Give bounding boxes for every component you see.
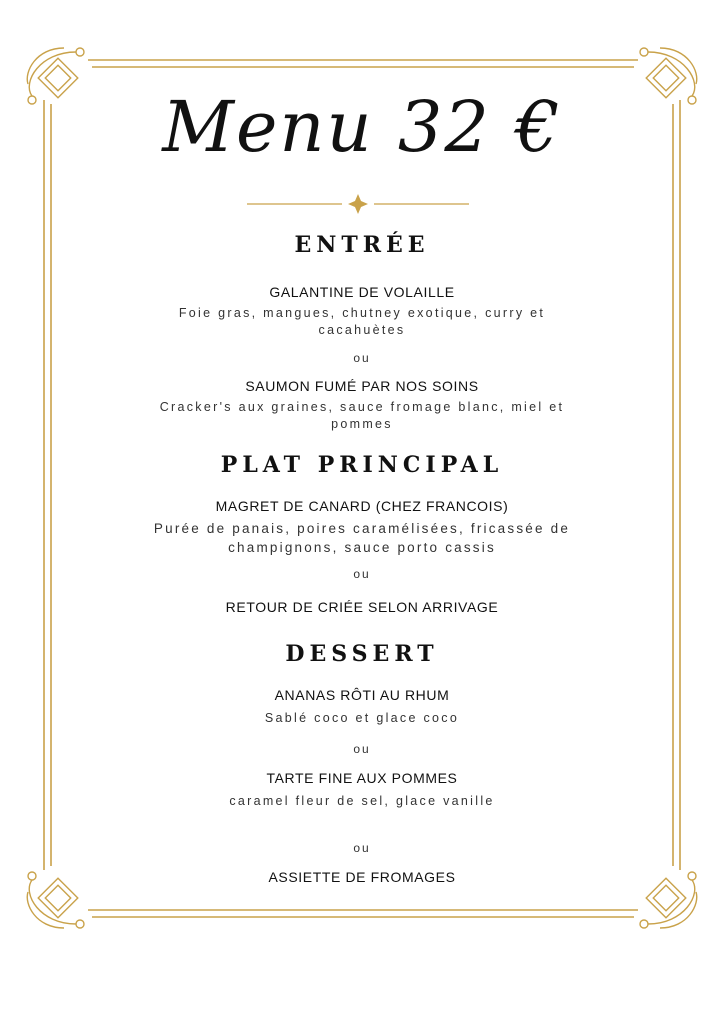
dish-name: GALANTINE DE VOLAILLE xyxy=(269,284,455,300)
separator-ou: ou xyxy=(353,742,371,756)
dish-description: Foie gras, mangues, chutney exotique, curry et cacahuètes xyxy=(178,306,546,337)
dish-description: caramel fleur de sel, glace vanille xyxy=(229,794,495,808)
dish-description: Purée de panais, poires caramélisées, fricassée de champignons, sauce porto cassis xyxy=(153,521,571,555)
dish-description: Sablé coco et glace coco xyxy=(264,711,460,725)
dish-name: TARTE FINE AUX POMMES xyxy=(266,770,458,786)
section-heading-entree: ENTRÉE xyxy=(294,232,430,258)
section-heading-plat-principal: PLAT PRINCIPAL xyxy=(220,452,504,478)
section-heading-dessert: DESSERT xyxy=(285,641,439,667)
sparkle-divider-icon xyxy=(247,194,469,214)
dish-name: RETOUR DE CRIÉE SELON ARRIVAGE xyxy=(225,599,499,615)
dish-name: SAUMON FUMÉ PAR NOS SOINS xyxy=(245,378,479,394)
dish-name: ANANAS RÔTI AU RHUM xyxy=(274,687,450,703)
separator-ou: ou xyxy=(353,841,371,855)
dish-name: MAGRET DE CANARD (CHEZ FRANCOIS) xyxy=(215,498,509,514)
separator-ou: ou xyxy=(353,351,371,365)
dish-description: Cracker's aux graines, sauce fromage blanc, miel et pommes xyxy=(159,400,565,431)
menu-title: Menu 32 € xyxy=(162,86,562,168)
separator-ou: ou xyxy=(353,567,371,581)
dish-name: ASSIETTE DE FROMAGES xyxy=(268,869,456,885)
